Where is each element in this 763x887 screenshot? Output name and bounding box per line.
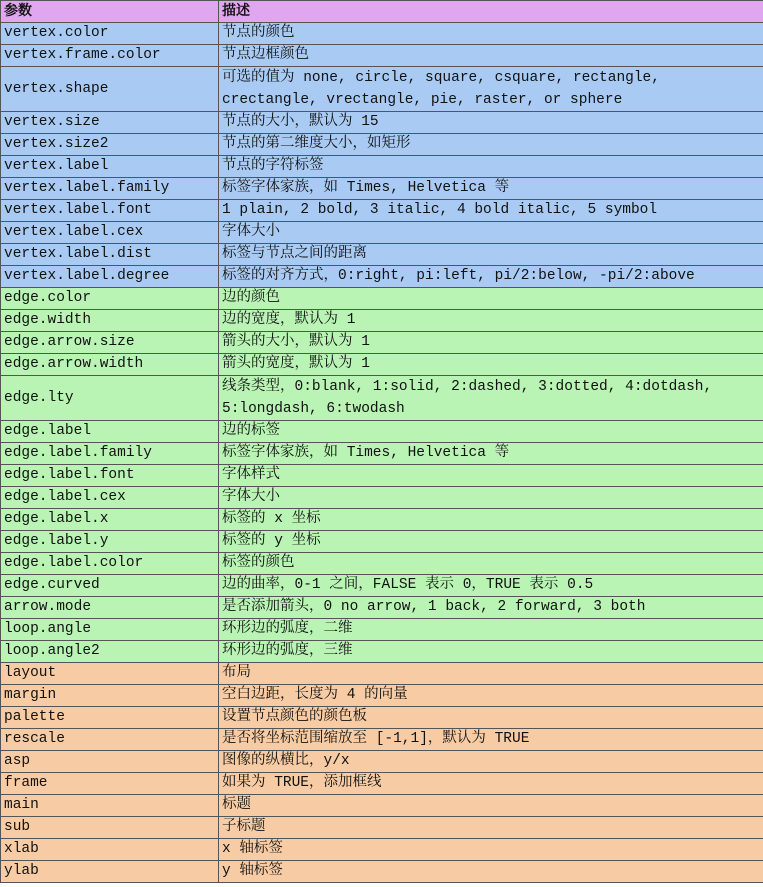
table-row [1, 23, 763, 45]
desc-cell: 环形边的弧度，三维 [219, 641, 763, 663]
param-cell: vertex.label.font [1, 200, 219, 222]
table-row [1, 861, 763, 883]
desc-cell: 标签的对齐方式，0:right, pi:left, pi/2:below, -pi/2:above [219, 266, 763, 288]
table-row [1, 531, 763, 553]
desc-cell: 是否将坐标范围缩放至 [-1,1]，默认为 TRUE [219, 729, 763, 751]
desc-cell: 设置节点颜色的颜色板 [219, 707, 763, 729]
desc-cell: y 轴标签 [219, 861, 763, 883]
desc-cell: 节点的第二维度大小，如矩形 [219, 134, 763, 156]
desc-cell: 标签与节点之间的距离 [219, 244, 763, 266]
param-cell: asp [1, 751, 219, 773]
param-cell: edge.arrow.size [1, 332, 219, 354]
param-cell: margin [1, 685, 219, 707]
header-desc: 描述 [219, 1, 763, 23]
desc-cell: x 轴标签 [219, 839, 763, 861]
table-row [1, 663, 763, 685]
param-cell: edge.label.y [1, 531, 219, 553]
param-cell: rescale [1, 729, 219, 751]
param-cell: loop.angle [1, 619, 219, 641]
table-row [1, 288, 763, 310]
table-row [1, 597, 763, 619]
param-cell: vertex.label.cex [1, 222, 219, 244]
table-row [1, 509, 763, 531]
desc-cell: 边的颜色 [219, 288, 763, 310]
table-row [1, 641, 763, 663]
desc-cell: 边的标签 [219, 421, 763, 443]
table-row [1, 751, 763, 773]
table-row [1, 487, 763, 509]
param-cell: edge.label.family [1, 443, 219, 465]
table-row [1, 553, 763, 575]
param-cell: edge.arrow.width [1, 354, 219, 376]
param-cell: ylab [1, 861, 219, 883]
table-row [1, 839, 763, 861]
param-cell: edge.label.color [1, 553, 219, 575]
table-row [1, 310, 763, 332]
table-row [1, 134, 763, 156]
desc-cell: 边的宽度，默认为 1 [219, 310, 763, 332]
desc-cell: 节点边框颜色 [219, 45, 763, 67]
table-row [1, 266, 763, 288]
param-cell: edge.label [1, 421, 219, 443]
desc-cell: 字体大小 [219, 487, 763, 509]
param-cell: arrow.mode [1, 597, 219, 619]
desc-cell: 子标题 [219, 817, 763, 839]
desc-cell: 节点的字符标签 [219, 156, 763, 178]
desc-cell: 如果为 TRUE，添加框线 [219, 773, 763, 795]
param-cell: edge.label.cex [1, 487, 219, 509]
param-cell: edge.curved [1, 575, 219, 597]
desc-cell: 线条类型，0:blank, 1:solid, 2:dashed, 3:dotted, 4:dotdash, 5:longdash, 6:twodash [219, 376, 763, 421]
table-row [1, 707, 763, 729]
desc-cell: 字体样式 [219, 465, 763, 487]
table-row [1, 575, 763, 597]
desc-cell: 箭头的宽度，默认为 1 [219, 354, 763, 376]
param-cell: sub [1, 817, 219, 839]
table-row [1, 45, 763, 67]
desc-cell: 是否添加箭头，0 no arrow, 1 back, 2 forward, 3 both [219, 597, 763, 619]
table-row [1, 443, 763, 465]
table-row [1, 112, 763, 134]
table-row [1, 178, 763, 200]
param-cell: vertex.frame.color [1, 45, 219, 67]
table-row [1, 465, 763, 487]
table-row [1, 222, 763, 244]
table-row [1, 156, 763, 178]
param-cell: edge.color [1, 288, 219, 310]
param-cell: edge.label.font [1, 465, 219, 487]
table-row [1, 244, 763, 266]
table-row [1, 354, 763, 376]
desc-cell: 标签的 y 坐标 [219, 531, 763, 553]
table-row [1, 795, 763, 817]
param-cell: vertex.label [1, 156, 219, 178]
header-param: 参数 [1, 1, 219, 23]
desc-cell: 标签的 x 坐标 [219, 509, 763, 531]
param-cell: loop.angle2 [1, 641, 219, 663]
desc-cell: 标签字体家族，如 Times, Helvetica 等 [219, 443, 763, 465]
table-row [1, 817, 763, 839]
desc-cell: 环形边的弧度，二维 [219, 619, 763, 641]
param-cell: frame [1, 773, 219, 795]
table-row [1, 729, 763, 751]
table-row [1, 421, 763, 443]
param-cell: xlab [1, 839, 219, 861]
table-row [1, 685, 763, 707]
desc-cell: 边的曲率，0-1 之间，FALSE 表示 0，TRUE 表示 0.5 [219, 575, 763, 597]
desc-cell: 布局 [219, 663, 763, 685]
table-row [1, 376, 763, 421]
table-row [1, 773, 763, 795]
table-row [1, 200, 763, 222]
desc-cell: 空白边距，长度为 4 的向量 [219, 685, 763, 707]
param-cell: layout [1, 663, 219, 685]
param-cell: vertex.label.degree [1, 266, 219, 288]
param-cell: palette [1, 707, 219, 729]
desc-cell: 可选的值为 none, circle, square, csquare, rectangle, crectangle, vrectangle, pie, raster, or sphere [219, 67, 763, 112]
desc-cell: 标题 [219, 795, 763, 817]
desc-cell: 节点的颜色 [219, 23, 763, 45]
param-cell: main [1, 795, 219, 817]
param-cell: vertex.size2 [1, 134, 219, 156]
param-cell: edge.lty [1, 376, 219, 421]
table-row [1, 619, 763, 641]
table-row [1, 67, 763, 112]
desc-cell: 图像的纵横比，y/x [219, 751, 763, 773]
desc-cell: 字体大小 [219, 222, 763, 244]
param-cell: vertex.label.dist [1, 244, 219, 266]
param-cell: vertex.label.family [1, 178, 219, 200]
param-cell: vertex.color [1, 23, 219, 45]
param-cell: edge.label.x [1, 509, 219, 531]
desc-cell: 标签字体家族，如 Times, Helvetica 等 [219, 178, 763, 200]
header-row [1, 1, 763, 23]
desc-cell: 箭头的大小，默认为 1 [219, 332, 763, 354]
table-body [1, 23, 763, 883]
param-cell: vertex.size [1, 112, 219, 134]
desc-cell: 标签的颜色 [219, 553, 763, 575]
table-row [1, 332, 763, 354]
desc-cell: 1 plain, 2 bold, 3 italic, 4 bold italic, 5 symbol [219, 200, 763, 222]
param-cell: vertex.shape [1, 67, 219, 112]
desc-cell: 节点的大小，默认为 15 [219, 112, 763, 134]
param-cell: edge.width [1, 310, 219, 332]
